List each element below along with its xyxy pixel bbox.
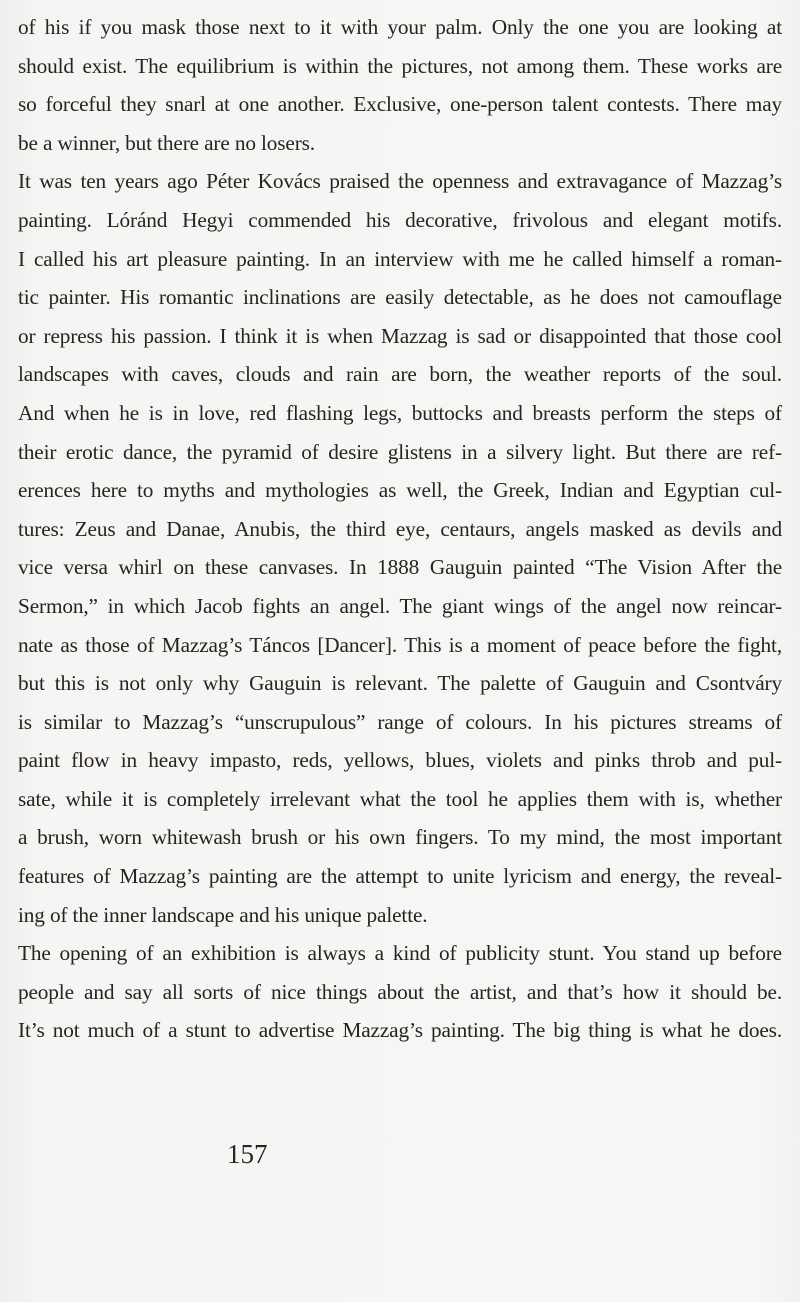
page-number: 157 (227, 1139, 268, 1169)
text-line: or repress his passion. I think it is when Mazzag is sad or disappointed that those cool (18, 323, 782, 348)
text-line: erences here to myths and mythologies as well, the Greek, Indian and Egyptian cul- (18, 478, 782, 503)
text-line: painting. Lóránd Hegyi commended his decorative, frivolous and elegant motifs. (18, 207, 782, 232)
text-line: people and say all sorts of nice things about the artist, and that’s how it should be. (18, 979, 782, 1004)
text-line: landscapes with caves, clouds and rain are born, the weather reports of the soul. (18, 362, 782, 387)
text-line: paint flow in heavy impasto, reds, yellows, blues, violets and pinks throb and pul- (18, 748, 782, 773)
text-line: tures: Zeus and Danae, Anubis, the third eye, centaurs, angels masked as devils and (18, 516, 782, 541)
text-line: so forceful they snarl at one another. Exclusive, one-person talent contests. There may (18, 92, 782, 117)
text-line: ing of the inner landscape and his unique palette. (18, 902, 428, 927)
text-line: but this is not only why Gauguin is relevant. The palette of Gauguin and Csontváry (18, 671, 782, 696)
text-line: sate, while it is completely irrelevant what the tool he applies them with is, whether (18, 786, 782, 811)
body-text (18, 8, 782, 1050)
text-line: features of Mazzag’s painting are the attempt to unite lyricism and energy, the reveal- (18, 864, 782, 889)
text-line: It’s not much of a stunt to advertise Mazzag’s painting. The big thing is what he does. (18, 1018, 782, 1043)
text-line: The opening of an exhibition is always a kind of publicity stunt. You stand up before (18, 941, 782, 966)
text-line: is similar to Mazzag’s “unscrupulous” range of colours. In his pictures streams of (18, 709, 782, 734)
text-line: It was ten years ago Péter Kovács praised the openness and extravagance of Mazzag’s (18, 169, 782, 194)
text-line: tic painter. His romantic inclinations are easily detectable, as he does not camouflage (18, 285, 782, 310)
text-line: of his if you mask those next to it with your palm. Only the one you are looking at (18, 15, 782, 39)
text-line: should exist. The equilibrium is within the pictures, not among them. These works are (18, 53, 782, 78)
text-line: vice versa whirl on these canvases. In 1888 Gauguin painted “The Vision After the (18, 555, 782, 580)
text-line: their erotic dance, the pyramid of desire glistens in a silvery light. But there are ref- (18, 439, 782, 464)
text-line: be a winner, but there are no losers. (18, 130, 315, 155)
text-line: And when he is in love, red flashing legs, buttocks and breasts perform the steps of (18, 400, 782, 425)
text-line: nate as those of Mazzag’s Táncos [Dancer]. This is a moment of peace before the fight, (18, 632, 782, 657)
text-line: I called his art pleasure painting. In an interview with me he called himself a roman- (18, 246, 782, 271)
text-line: a brush, worn whitewash brush or his own fingers. To my mind, the most important (18, 825, 782, 850)
text-line: Sermon,” in which Jacob fights an angel. The giant wings of the angel now reincar- (18, 593, 782, 618)
